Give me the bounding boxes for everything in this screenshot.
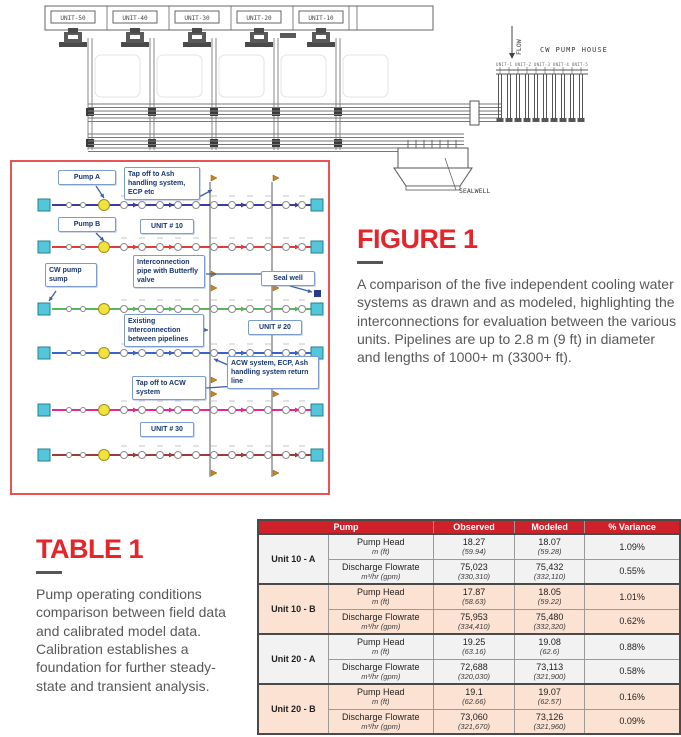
table1-caption: Pump operating conditions comparison between field data and calibrated model data. Calibration establishes a foundation for further steady-state and transient analysis. <box>36 586 226 694</box>
pipe-junction <box>148 139 156 147</box>
table-row: Unit 20 - B Pump Head m (ft) 19.1 (62.66) 19.07 (62.57) 0.16% <box>258 684 680 709</box>
junction-node <box>67 408 72 413</box>
junction-node <box>175 306 182 313</box>
table-row: Discharge Flowrate m³/hr (gpm) 73,060 (321,670) 73,126 (321,960) 0.09% <box>258 709 680 734</box>
valve-icon <box>211 175 217 181</box>
junction-node <box>283 452 290 459</box>
junction-node <box>139 452 146 459</box>
junction-node <box>139 350 146 357</box>
variance-cell: 0.55% <box>585 559 680 584</box>
unit-label: UNIT-10 <box>308 15 334 22</box>
junction-node <box>211 306 218 313</box>
junction-node <box>157 350 164 357</box>
junction-node <box>121 202 128 209</box>
variance-cell: 0.09% <box>585 709 680 734</box>
flow-tick <box>169 203 174 208</box>
junction-node <box>81 307 86 312</box>
label-cw-pump-sump: CW pump sump <box>45 263 97 287</box>
flow-tick <box>169 351 174 356</box>
junction-node <box>157 407 164 414</box>
pump-data-table <box>257 519 681 735</box>
junction-node <box>175 244 182 251</box>
flow-tick <box>169 408 174 413</box>
valve-icon <box>211 470 217 476</box>
variance-cell: 1.09% <box>585 534 680 559</box>
label-acw-return: ACW system, ECP, Ash handling system return line <box>227 356 319 389</box>
junction-node <box>247 452 254 459</box>
junction-node <box>265 407 272 414</box>
junction-node <box>81 351 86 356</box>
junction-node <box>175 202 182 209</box>
junction-node <box>265 202 272 209</box>
junction-node <box>247 306 254 313</box>
junction-node <box>157 202 164 209</box>
junction-node <box>157 244 164 251</box>
junction-node <box>193 202 200 209</box>
junction-node <box>229 306 236 313</box>
condenser-outline <box>343 55 388 97</box>
pipe-junction <box>272 139 280 147</box>
table-row: Unit 20 - A Pump Head m (ft) 19.25 (63.16) 19.08 (62.6) 0.88% <box>258 634 680 659</box>
junction-node <box>283 306 290 313</box>
junction-node <box>229 407 236 414</box>
unit-label: UNIT-30 <box>184 15 210 22</box>
table-row: Discharge Flowrate m³/hr (gpm) 72,688 (320,030) 73,113 (321,900) 0.58% <box>258 659 680 684</box>
label-pump-b: Pump B <box>58 217 116 232</box>
junction-node <box>81 453 86 458</box>
flow-label: FLOW <box>515 39 523 55</box>
sealwell-label: SEALWELL <box>459 187 491 195</box>
junction-node <box>121 407 128 414</box>
junction-node <box>193 350 200 357</box>
reservoir-node <box>38 404 50 416</box>
seal-well-node <box>314 290 321 297</box>
junction-node <box>175 350 182 357</box>
valve-icon <box>273 175 279 181</box>
flow-tick <box>133 453 138 458</box>
flow-tick <box>169 307 174 312</box>
valve-icon <box>211 391 217 397</box>
variance-cell: 0.88% <box>585 634 680 659</box>
table-row: Unit 10 - B Pump Head m (ft) 17.87 (58.63) 18.05 (59.22) 1.01% <box>258 584 680 609</box>
variance-cell: 0.58% <box>585 659 680 684</box>
junction-node <box>193 407 200 414</box>
figure1-caption: A comparison of the five independent cooling water systems as drawn and as modeled, highlighting the interconnections for evaluation between the various units. Pipelines are up to 2.8 m (9 ft) in diameter and lengths of 1000+ m (3300+ ft). <box>357 276 677 366</box>
label-unit-30: UNIT # 30 <box>140 422 194 437</box>
reservoir-node <box>38 241 50 253</box>
table-row: Discharge Flowrate m³/hr (gpm) 75,023 (330,310) 75,432 (332,110) 0.55% <box>258 559 680 584</box>
flow-tick <box>133 203 138 208</box>
variance-cell: 0.16% <box>585 684 680 709</box>
junction-node <box>265 244 272 251</box>
junction-node <box>299 452 306 459</box>
flow-tick <box>169 453 174 458</box>
header-modeled: Modeled <box>515 520 585 534</box>
figure1-heading: FIGURE 1 <box>357 224 478 254</box>
junction-node <box>81 203 86 208</box>
unit-cell: Unit 10 - A <box>258 534 328 584</box>
junction-node <box>139 202 146 209</box>
valve-icon <box>273 470 279 476</box>
junction-node <box>121 244 128 251</box>
table1-block <box>36 536 244 695</box>
junction-node <box>247 407 254 414</box>
flow-tick <box>133 307 138 312</box>
junction-node <box>299 407 306 414</box>
reservoir-node <box>38 199 50 211</box>
reservoir-node <box>311 404 323 416</box>
label-pump-a: Pump A <box>58 170 116 185</box>
unit-cell: Unit 20 - B <box>258 684 328 734</box>
pump-node <box>99 348 110 359</box>
junction-node <box>283 407 290 414</box>
label-interconnection-pipe: Interconnection pipe with Butterfly valve <box>133 255 205 288</box>
unit-cell: Unit 20 - A <box>258 634 328 684</box>
junction-node <box>157 306 164 313</box>
junction-node <box>211 407 218 414</box>
junction-node <box>175 407 182 414</box>
junction-node <box>139 407 146 414</box>
junction-node <box>247 244 254 251</box>
flow-tick <box>133 351 138 356</box>
reservoir-node <box>38 449 50 461</box>
valve-icon <box>211 377 217 383</box>
reservoir-node <box>311 241 323 253</box>
junction-node <box>67 307 72 312</box>
flow-tick <box>241 203 246 208</box>
condenser-outline <box>157 55 202 97</box>
junction-node <box>121 306 128 313</box>
flow-tick <box>241 453 246 458</box>
reservoir-node <box>38 303 50 315</box>
reservoir-node <box>311 199 323 211</box>
unit-label: UNIT-40 <box>122 15 148 22</box>
label-unit-20: UNIT # 20 <box>248 320 302 335</box>
variance-cell: 1.01% <box>585 584 680 609</box>
label-tapoff-ash: Tap off to Ash handling system, ECP etc <box>124 167 200 200</box>
junction-node <box>299 244 306 251</box>
junction-node <box>193 452 200 459</box>
junction-node <box>139 306 146 313</box>
label-existing-interconnection: Existing Interconnection between pipelines <box>124 314 204 347</box>
pump-node <box>99 200 110 211</box>
flow-tick <box>133 245 138 250</box>
condenser-outline <box>281 55 326 97</box>
junction-node <box>81 408 86 413</box>
junction-node <box>211 452 218 459</box>
junction-node <box>211 244 218 251</box>
pump-node <box>99 242 110 253</box>
model-schematic <box>10 160 330 495</box>
table-header-row <box>258 520 680 534</box>
figure1-rule <box>357 261 383 264</box>
junction-node <box>229 452 236 459</box>
junction-node <box>121 452 128 459</box>
pump-node <box>99 405 110 416</box>
pipe-junction <box>210 139 218 147</box>
bundle-junction <box>470 101 479 125</box>
flow-tick <box>169 245 174 250</box>
flow-tick <box>241 408 246 413</box>
junction-node <box>157 452 164 459</box>
header-observed: Observed <box>433 520 514 534</box>
junction-node <box>67 245 72 250</box>
table1-heading: TABLE 1 <box>36 534 144 564</box>
table-row: Unit 10 - A Pump Head m (ft) 18.27 (59.94) 18.07 (59.28) 1.09% <box>258 534 680 559</box>
reservoir-node <box>311 303 323 315</box>
junction-node <box>247 202 254 209</box>
pump-house-unit-labels: UNIT-1 UNIT-2 UNIT-3 UNIT-4 UNIT-5 <box>496 62 589 67</box>
unit-cell: Unit 10 - B <box>258 584 328 634</box>
flow-tick <box>133 408 138 413</box>
unit-label: UNIT-50 <box>60 15 86 22</box>
valve-icon <box>273 391 279 397</box>
junction-node <box>121 350 128 357</box>
flow-tick <box>241 351 246 356</box>
junction-node <box>67 351 72 356</box>
pump-node <box>99 450 110 461</box>
table-row: Discharge Flowrate m³/hr (gpm) 75,953 (334,410) 75,480 (332,320) 0.62% <box>258 609 680 634</box>
pipe-junction <box>334 139 342 147</box>
header-pump: Pump <box>258 520 433 534</box>
junction-node <box>193 306 200 313</box>
reservoir-node <box>38 347 50 359</box>
junction-node <box>265 452 272 459</box>
junction-node <box>175 452 182 459</box>
flow-tick <box>241 245 246 250</box>
junction-node <box>81 245 86 250</box>
label-unit-10: UNIT # 10 <box>140 219 194 234</box>
junction-node <box>193 244 200 251</box>
flow-tick <box>241 307 246 312</box>
valve-icon <box>211 285 217 291</box>
label-seal-well: Seal well <box>261 271 315 286</box>
condenser-outline <box>95 55 140 97</box>
label-tapoff-acw: Tap off to ACW system <box>132 376 206 400</box>
junction-node <box>265 306 272 313</box>
header-variance: % Variance <box>585 520 680 534</box>
junction-node <box>229 244 236 251</box>
junction-node <box>211 350 218 357</box>
figure1-block <box>357 226 679 367</box>
junction-node <box>299 202 306 209</box>
junction-node <box>229 202 236 209</box>
junction-node <box>139 244 146 251</box>
junction-node <box>67 203 72 208</box>
junction-node <box>211 202 218 209</box>
condenser-outline <box>219 55 264 97</box>
junction-node <box>299 306 306 313</box>
reservoir-node <box>311 449 323 461</box>
junction-node <box>67 453 72 458</box>
table1-rule <box>36 571 62 574</box>
sealwell-structure <box>394 148 472 190</box>
pump-node <box>99 304 110 315</box>
junction-node <box>283 244 290 251</box>
unit-label: UNIT-20 <box>246 15 272 22</box>
pipe-junction <box>86 139 94 147</box>
junction-node <box>283 202 290 209</box>
cw-pump-house-label: CW PUMP HOUSE <box>540 46 608 54</box>
variance-cell: 0.62% <box>585 609 680 634</box>
